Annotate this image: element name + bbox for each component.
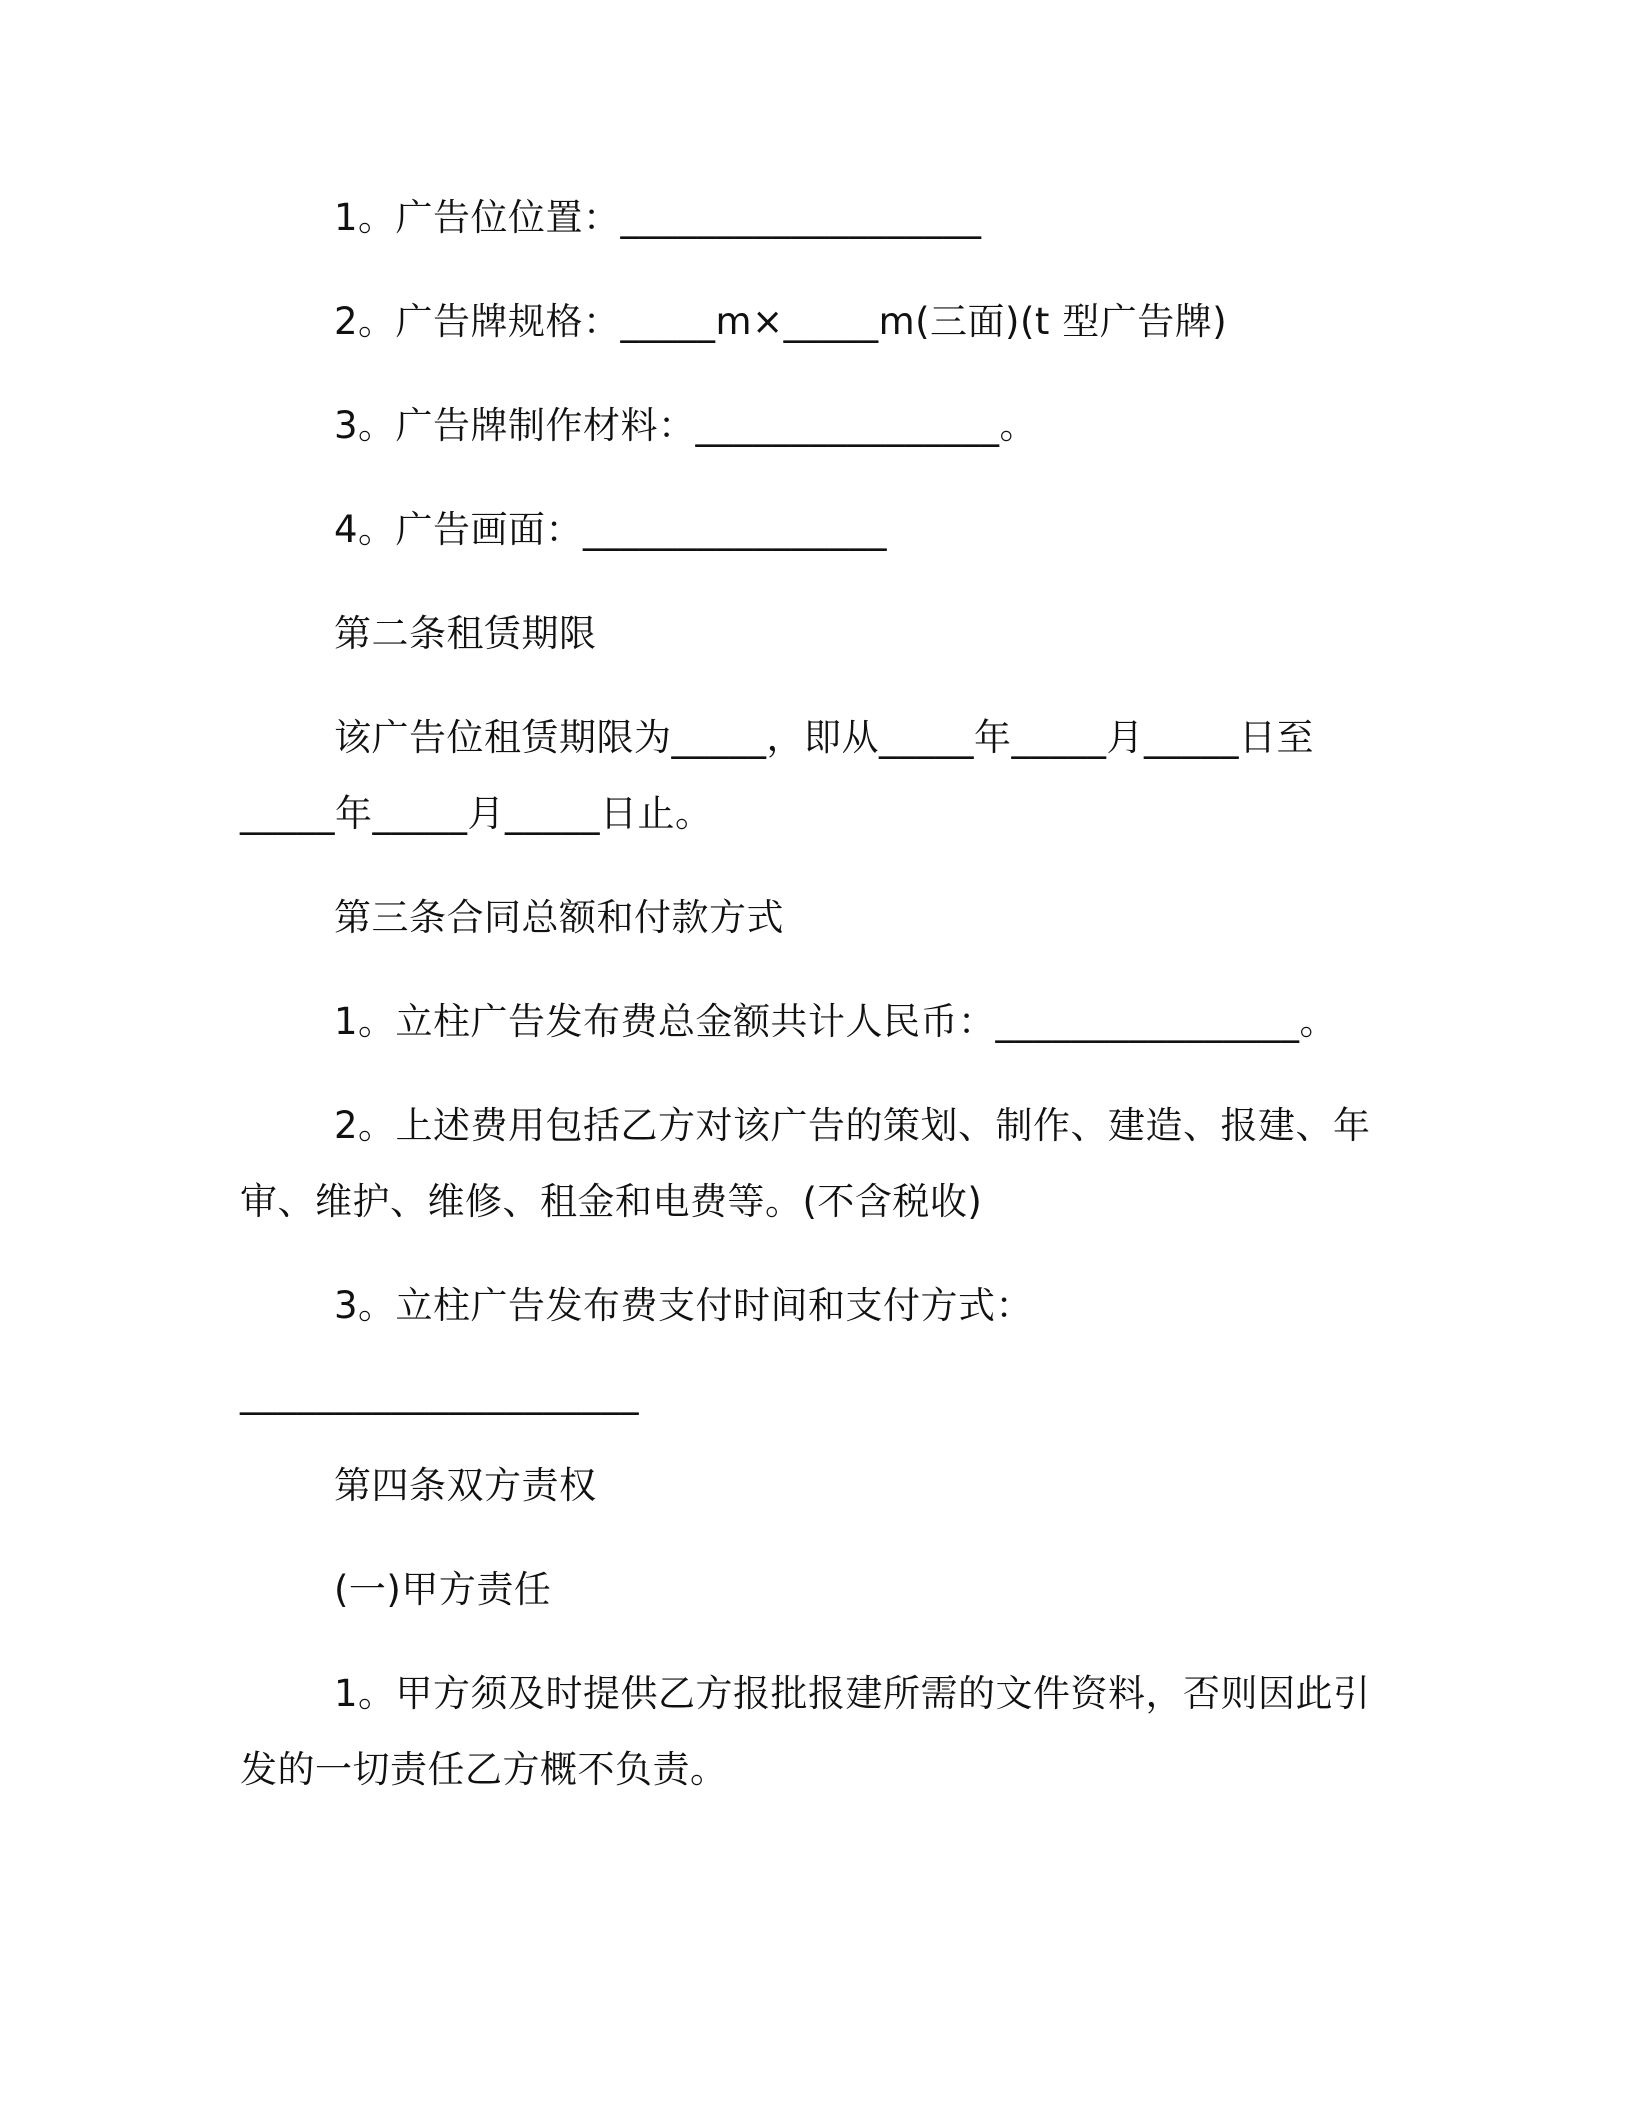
lease-term-text-line1: 该广告位租赁期限为_____，即从_____年_____月_____日至 xyxy=(334,716,1314,759)
clause-fee-includes-line1: 2。上述费用包括乙方对该广告的策划、制作、建造、报建、年 xyxy=(334,1104,1371,1147)
clause-party-a-documents-line1: 1。甲方须及时提供乙方报批报建所需的文件资料，否则因此引 xyxy=(334,1672,1371,1715)
section-heading-contract-amount: 第三条合同总额和付款方式 xyxy=(334,896,784,939)
lease-term-text-line2: _____年_____月_____日止。 xyxy=(240,792,713,835)
clause-ad-location: 1。广告位位置：___________________ xyxy=(334,196,982,239)
clause-sign-material: 3。广告牌制作材料：________________。 xyxy=(334,404,1038,447)
clause-party-a-documents-line2: 发的一切责任乙方概不负责。 xyxy=(240,1748,728,1791)
section-heading-lease-term: 第二条租赁期限 xyxy=(334,612,597,655)
clause-ad-image: 4。广告画面：________________ xyxy=(334,508,888,551)
clause-total-fee: 1。立柱广告发布费总金额共计人民币：________________。 xyxy=(334,1000,1338,1043)
subheading-party-a-duties: (一)甲方责任 xyxy=(334,1568,552,1611)
section-heading-responsibilities: 第四条双方责权 xyxy=(334,1464,597,1507)
clause-fee-includes-line2: 审、维护、维修、租金和电费等。(不含税收) xyxy=(240,1180,983,1223)
payment-method-blank: _____________________ xyxy=(240,1372,639,1415)
clause-payment-method: 3。立柱广告发布费支付时间和支付方式： xyxy=(334,1284,1034,1327)
clause-sign-size: 2。广告牌规格：_____m×_____m(三面)(t 型广告牌) xyxy=(334,300,1228,343)
